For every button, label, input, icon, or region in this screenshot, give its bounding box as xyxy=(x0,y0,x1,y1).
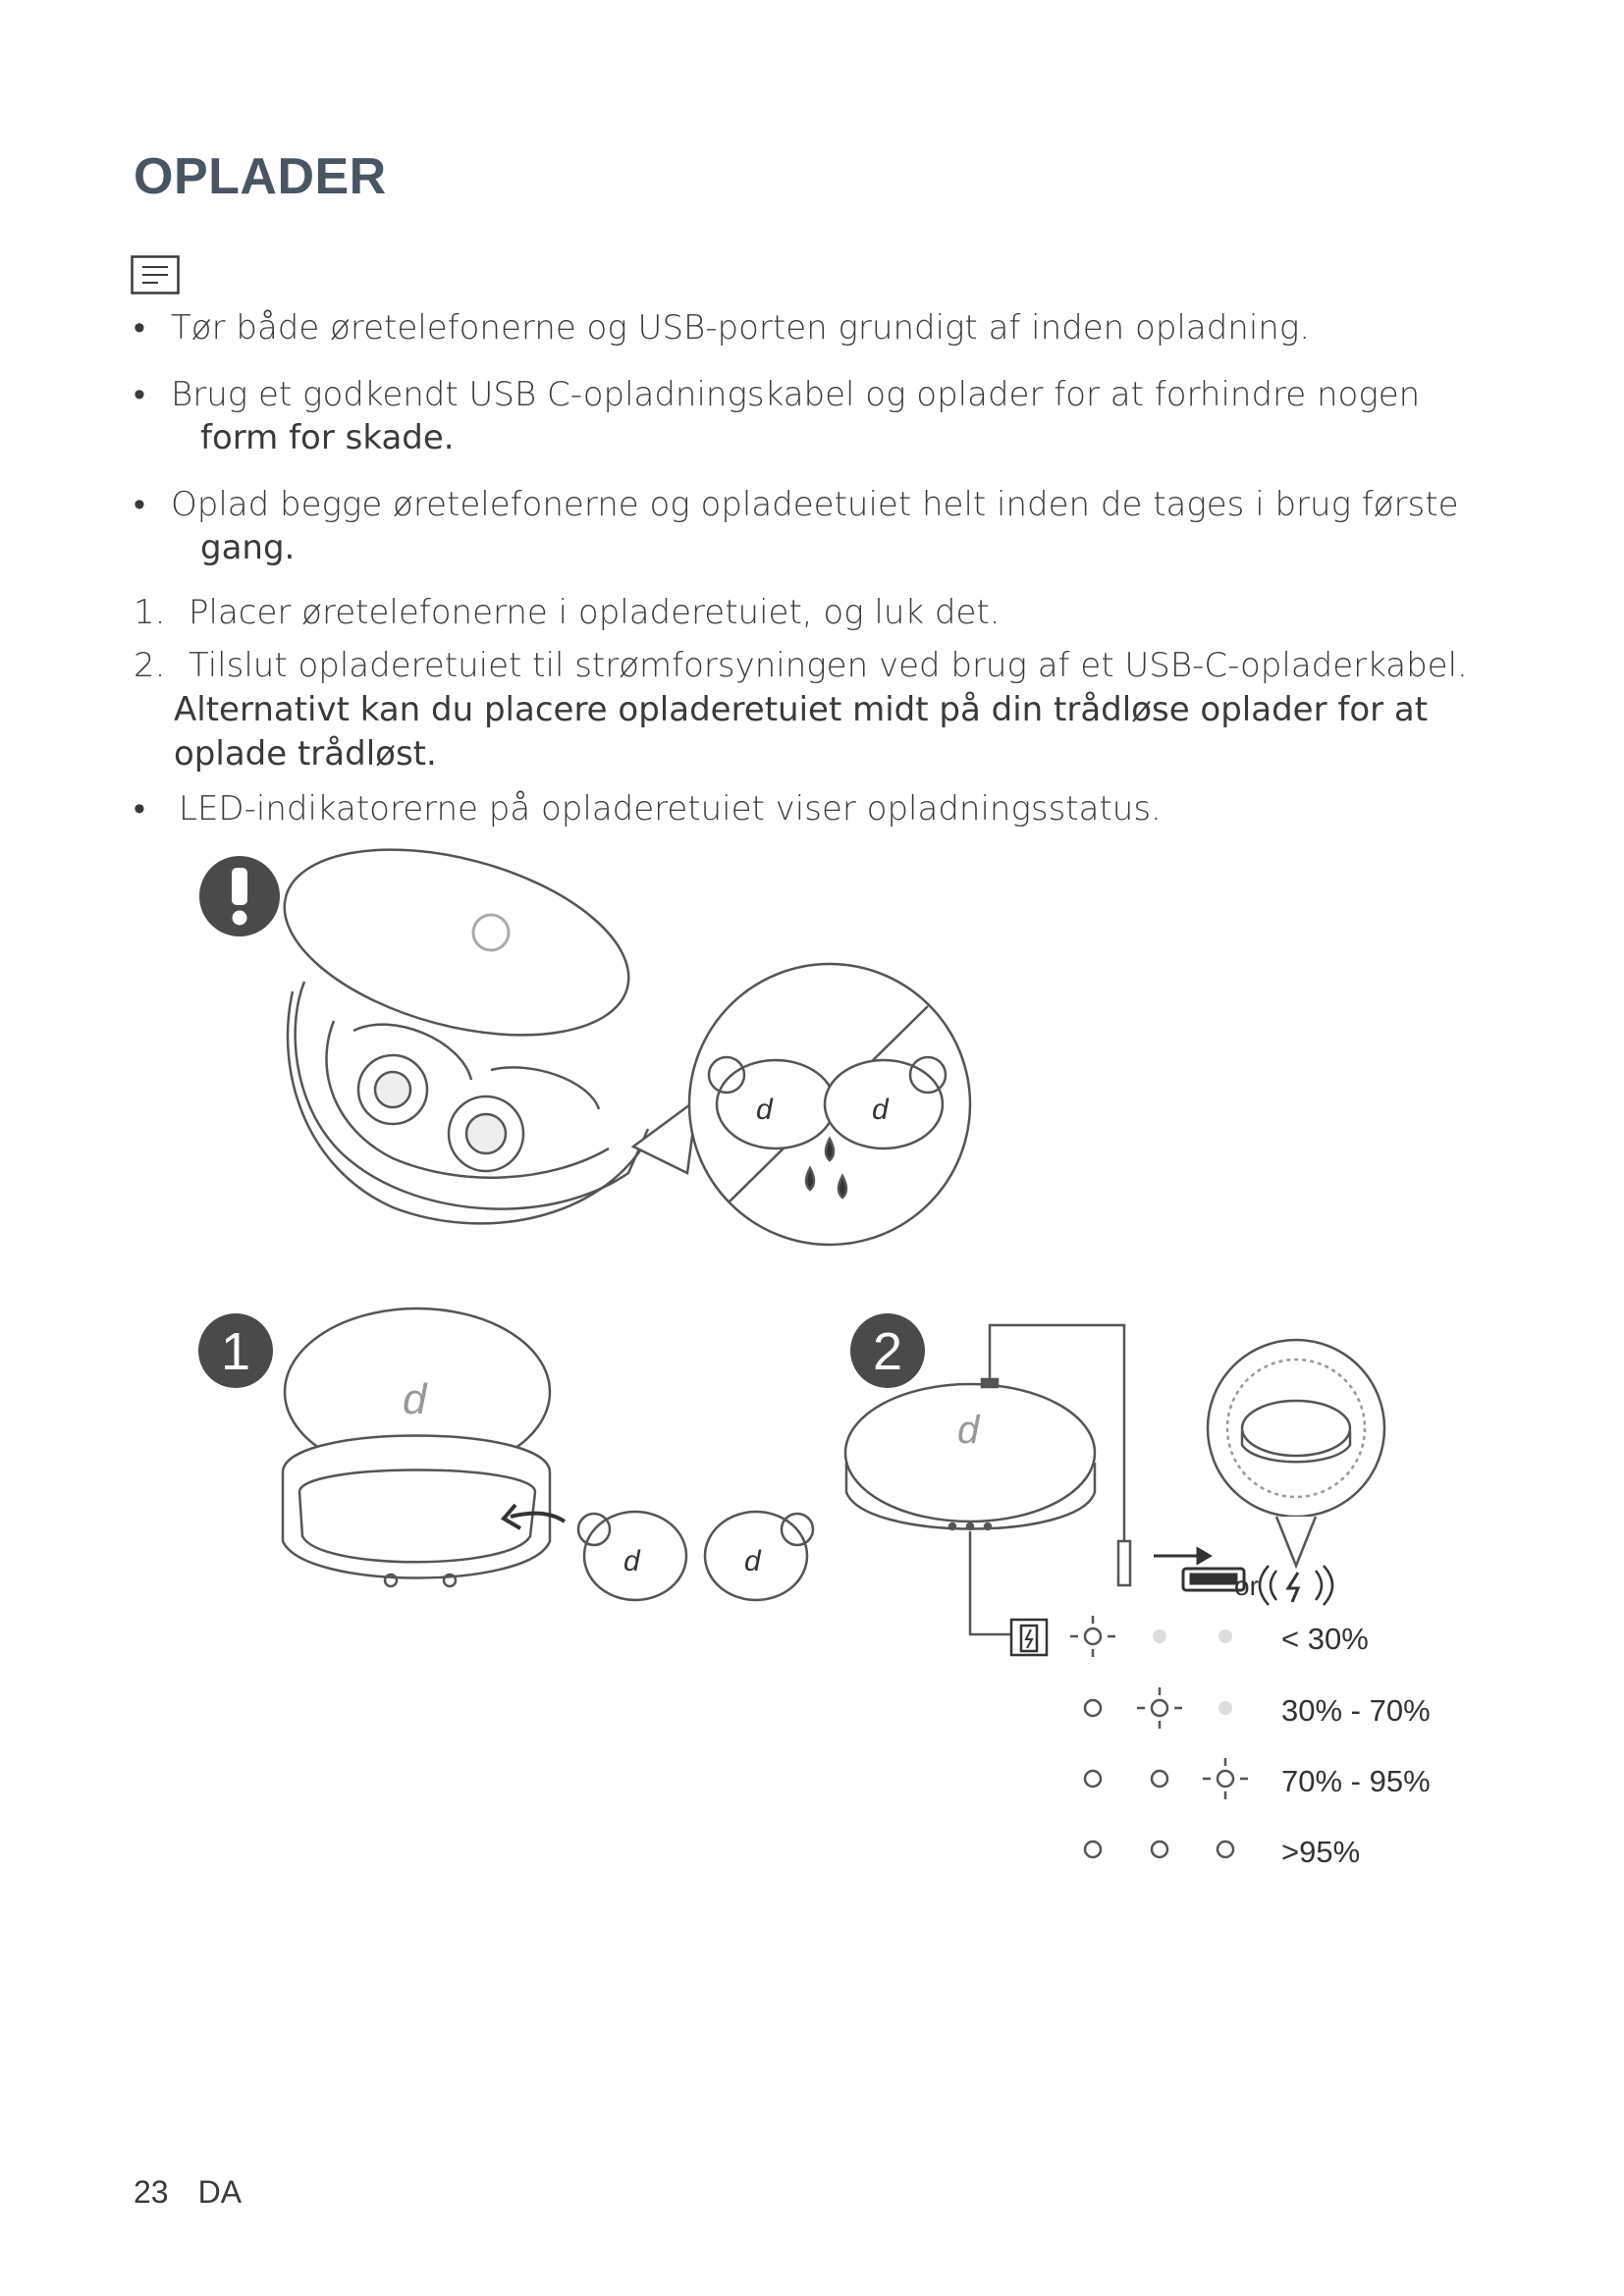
bullet-continuation: gang. xyxy=(200,528,296,567)
svg-text:d: d xyxy=(957,1409,980,1452)
step-item: 1. Placer øretelefonerne i opladeretuiet, og luk det. xyxy=(134,593,1001,632)
svg-text:d: d xyxy=(744,1545,761,1577)
exclamation-icon xyxy=(199,856,280,936)
battery-charging-icon xyxy=(1011,1620,1047,1655)
step-continuation: oplade trådløst. xyxy=(174,734,437,774)
led-level-label: 30% - 70% xyxy=(1281,1693,1431,1728)
wireless-callout xyxy=(1208,1340,1384,1566)
step2-label: 2 xyxy=(872,1322,903,1381)
led-level-label: < 30% xyxy=(1281,1622,1369,1656)
bullet-item: • LED-indikatorerne på opladeretuiet viser opladningsstatus. xyxy=(134,789,1162,828)
svg-text:d: d xyxy=(872,1094,889,1126)
page-number: 23 xyxy=(134,2174,169,2210)
led-level-label: 70% - 95% xyxy=(1281,1764,1431,1798)
step-item: 2. Tilslut opladeretuiet til strømforsyningen ved brug af et USB-C-opladerkabel. xyxy=(134,646,1468,685)
svg-text:d: d xyxy=(403,1375,427,1423)
led-level-label: >95% xyxy=(1281,1835,1361,1869)
or-label: or xyxy=(1234,1571,1259,1601)
bullet-item: • Tør både øretelefonerne og USB-porten grundigt af inden opladning. xyxy=(134,308,1311,347)
page-title: OPLADER xyxy=(134,148,387,205)
usb-icon xyxy=(1154,1549,1244,1590)
svg-text:d: d xyxy=(756,1094,773,1126)
wireless-charging-icon xyxy=(1260,1566,1332,1605)
open-case-illustration xyxy=(264,816,649,1223)
step1-case-illustration xyxy=(283,1308,813,1600)
led-row xyxy=(1085,1758,1248,1799)
svg-text:d: d xyxy=(623,1545,640,1577)
step-continuation: Alternativt kan du placere opladeretuiet midt på din trådløse oplader for at xyxy=(174,690,1429,729)
led-row xyxy=(1085,1842,1233,1857)
page-footer xyxy=(134,2174,242,2211)
bullet-continuation: form for skade. xyxy=(200,418,455,457)
led-row xyxy=(1070,1616,1232,1657)
bullet-item: • Brug et godkendt USB C-opladningskabel og oplader for at forhindre nogen xyxy=(134,375,1421,414)
step1-label: 1 xyxy=(220,1322,251,1381)
led-row xyxy=(1085,1687,1232,1729)
no-water-callout xyxy=(633,964,970,1245)
language-code: DA xyxy=(197,2174,243,2210)
bullet-item: • Oplad begge øretelefonerne og opladeetuiet helt inden de tages i brug første xyxy=(134,485,1459,524)
